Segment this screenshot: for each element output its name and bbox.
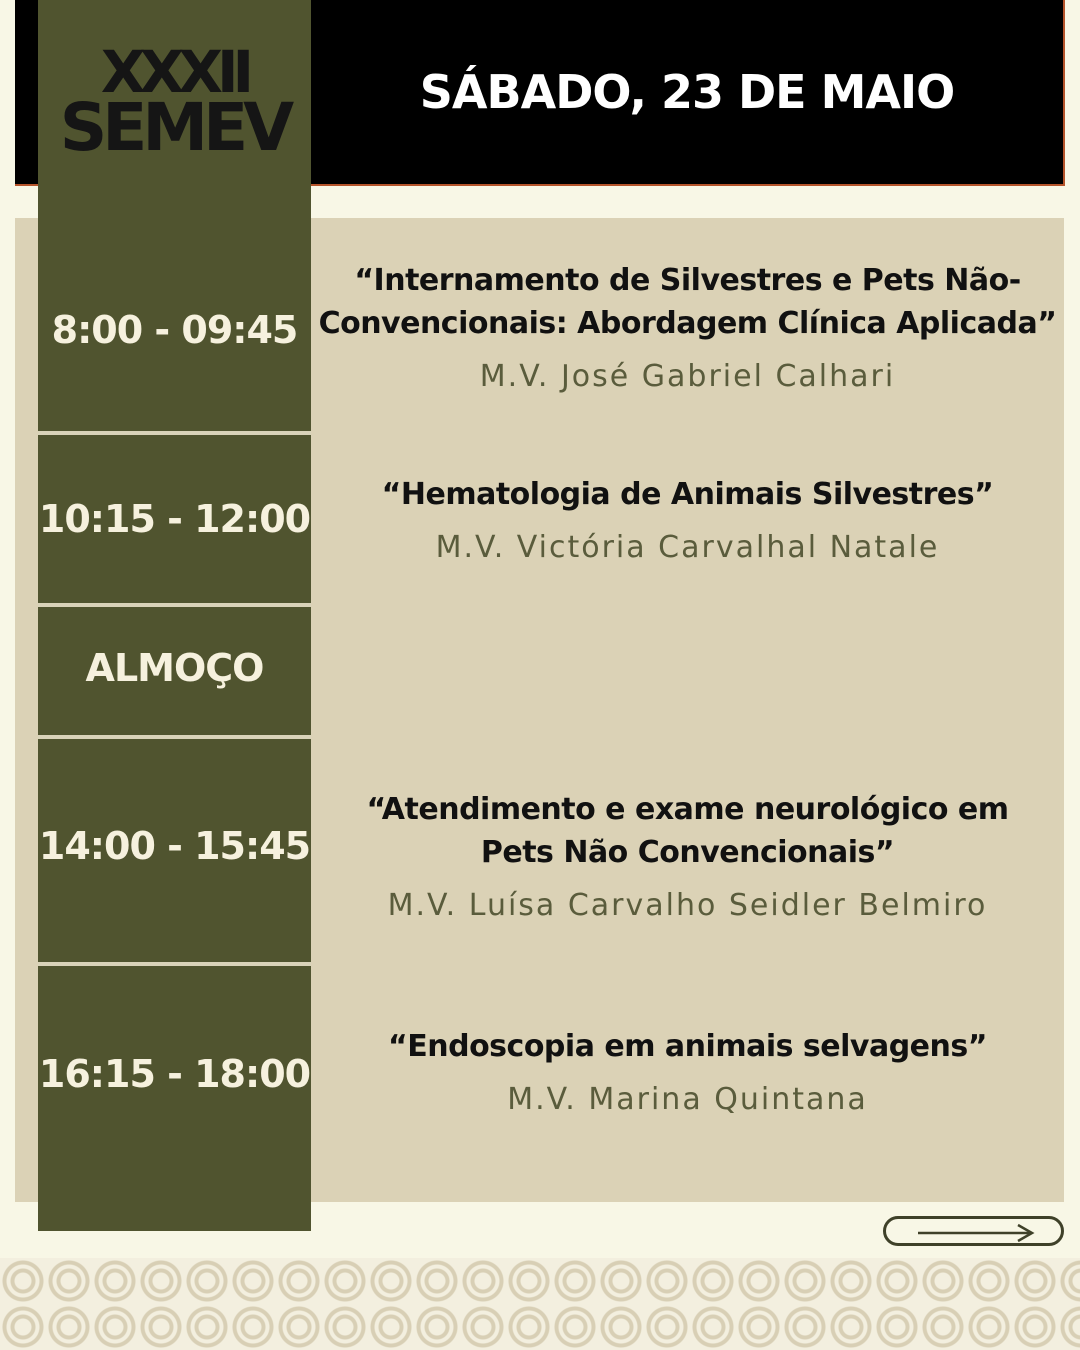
session-title: “Atendimento e exame neurológico em Pets Não Convencionais” bbox=[366, 792, 1009, 870]
time-slot-1: 8:00 - 09:45 bbox=[51, 307, 298, 352]
arrow-right-icon bbox=[916, 1223, 1036, 1243]
session-speaker: M.V. Marina Quintana bbox=[507, 1082, 868, 1117]
time-slot-3: 14:00 - 15:45 bbox=[38, 823, 311, 868]
logo-line-1: XXXII bbox=[100, 38, 249, 106]
time-slot-2: 10:15 - 12:00 bbox=[38, 497, 311, 541]
event-logo bbox=[38, 38, 311, 166]
session-3 bbox=[311, 788, 1064, 923]
session-title: “Endoscopia em animais selvagens” bbox=[388, 1029, 987, 1064]
session-4 bbox=[311, 1025, 1064, 1117]
session-title: “Hematologia de Animais Silvestres” bbox=[381, 477, 994, 512]
session-1 bbox=[311, 259, 1064, 394]
decorative-pattern bbox=[0, 1258, 1080, 1350]
time-slot-4: 16:15 - 18:00 bbox=[38, 1052, 311, 1096]
next-button[interactable] bbox=[883, 1216, 1064, 1246]
page-title: SÁBADO, 23 DE MAIO bbox=[419, 65, 955, 119]
session-2 bbox=[311, 473, 1064, 565]
session-title: “Internamento de Silvestres e Pets Não-Convencionais: Abordagem Clínica Aplicada” bbox=[318, 263, 1057, 341]
logo-line-2: SEMEV bbox=[59, 89, 290, 166]
session-speaker: M.V. Victória Carvalhal Natale bbox=[435, 530, 940, 565]
time-slot-lunch: ALMOÇO bbox=[85, 646, 264, 690]
session-speaker: M.V. José Gabriel Calhari bbox=[479, 359, 896, 394]
session-speaker: M.V. Luísa Carvalho Seidler Belmiro bbox=[387, 888, 988, 923]
